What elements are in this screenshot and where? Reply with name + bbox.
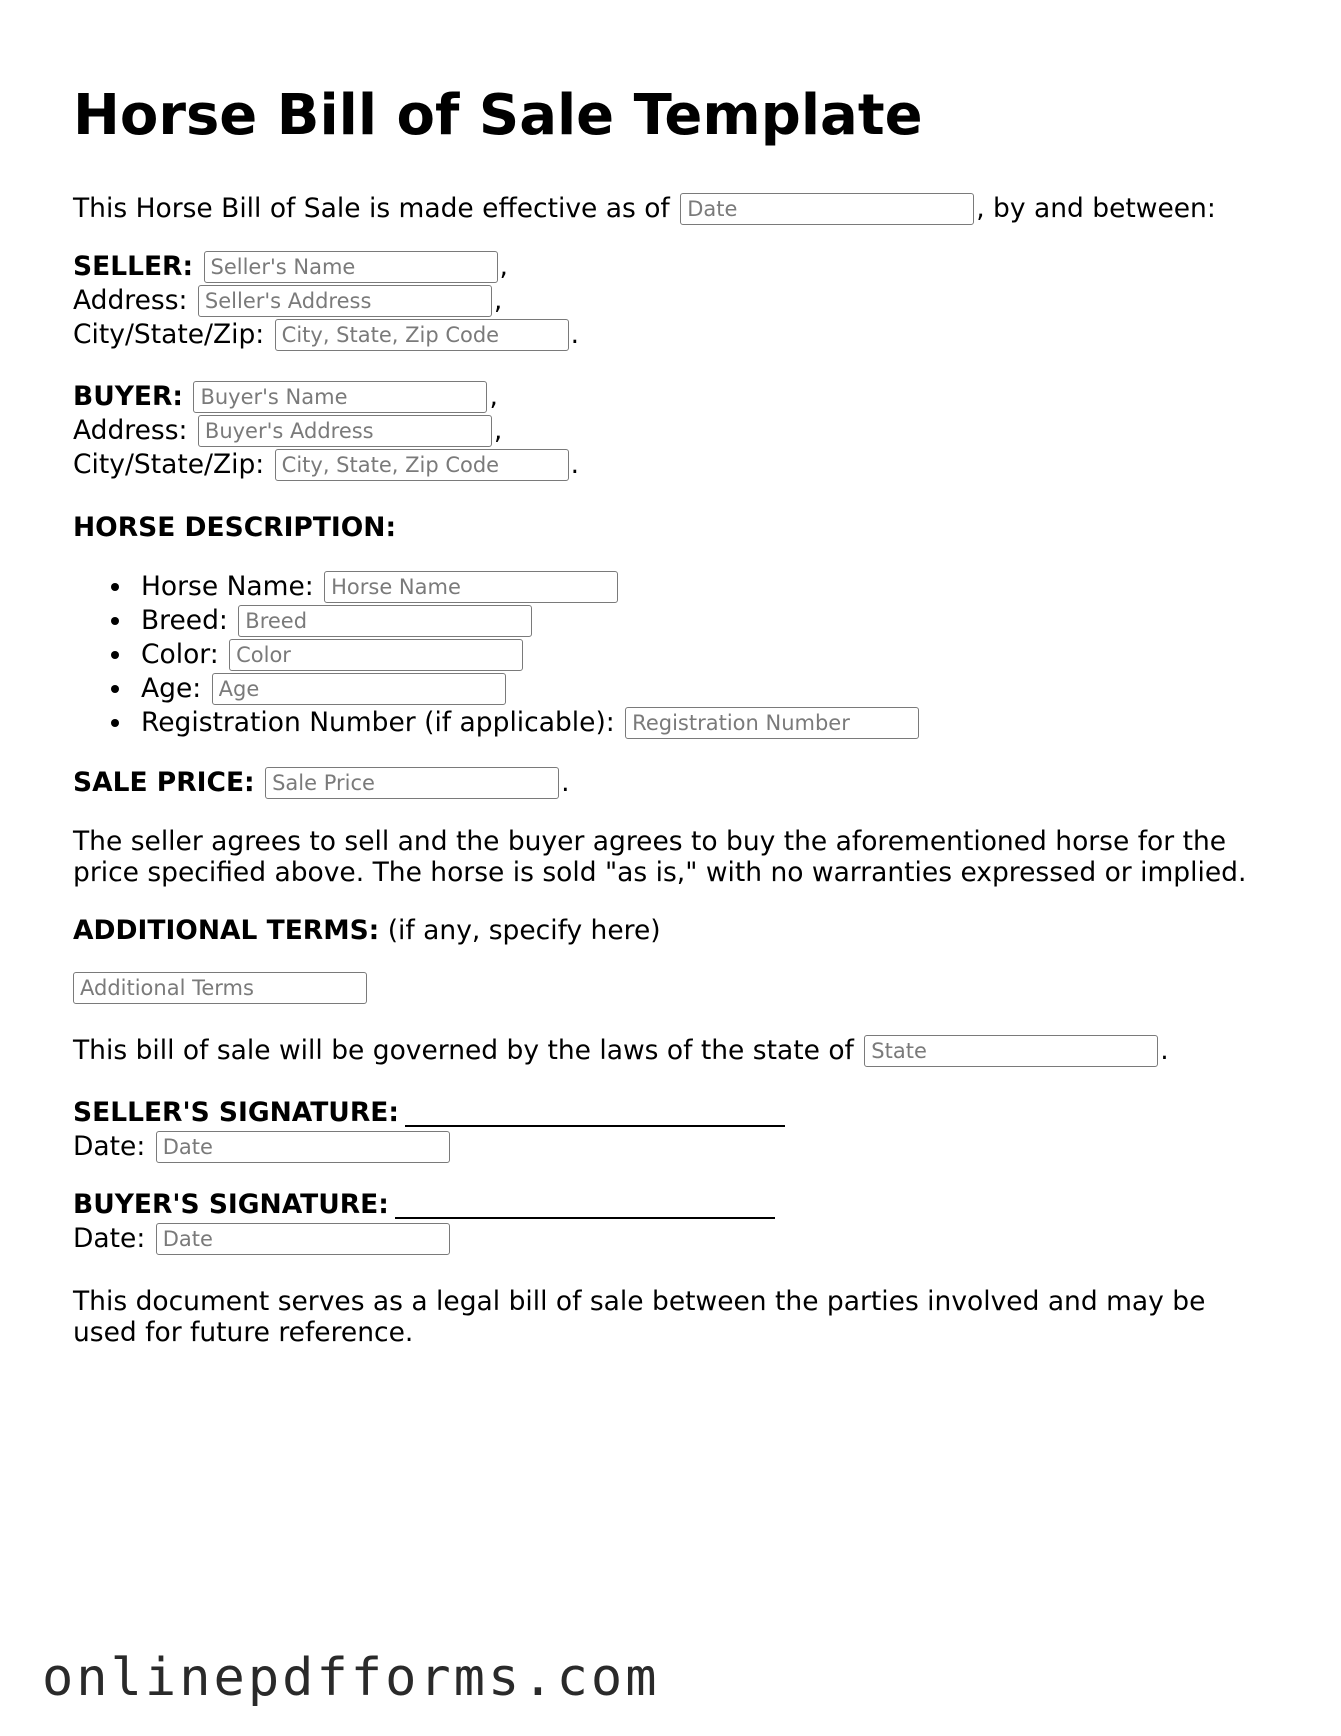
closing-paragraph: This document serves as a legal bill of sale between the parties involved and may be used for future reference. xyxy=(73,1286,1206,1348)
buyer-name-comma: , xyxy=(489,381,498,412)
seller-date-line xyxy=(73,1130,452,1164)
registration-number-input[interactable] xyxy=(625,707,919,739)
watermark: onlinepdfforms.com xyxy=(42,1648,660,1708)
list-item xyxy=(73,570,620,604)
bullet-icon xyxy=(111,685,119,693)
seller-name-comma: , xyxy=(499,251,508,282)
seller-signature-label: SELLER'S SIGNATURE: xyxy=(73,1097,399,1128)
buyer-date-line xyxy=(73,1222,452,1256)
buyer-city-period: . xyxy=(570,449,580,480)
seller-city-label: City/State/Zip: xyxy=(73,319,265,350)
intro-line xyxy=(73,192,1216,226)
buyer-city-line xyxy=(73,448,579,482)
sale-price-label: SALE PRICE: xyxy=(73,767,255,798)
seller-address-label: Address: xyxy=(73,285,188,316)
page-title: Horse Bill of Sale Template xyxy=(73,83,923,148)
seller-address-input[interactable] xyxy=(198,285,492,317)
additional-terms-input[interactable] xyxy=(73,972,367,1004)
seller-signature-line xyxy=(73,1096,785,1130)
list-item xyxy=(73,604,534,638)
breed-input[interactable] xyxy=(238,605,532,637)
horse-description-heading xyxy=(73,511,396,545)
list-item xyxy=(73,706,921,740)
bullet-icon xyxy=(111,583,119,591)
governing-law-text: This bill of sale will be governed by the laws of the state of xyxy=(73,1035,854,1066)
bullet-icon xyxy=(111,719,119,727)
additional-terms-heading xyxy=(73,914,661,948)
buyer-name-input[interactable] xyxy=(193,381,487,413)
buyer-city-label: City/State/Zip: xyxy=(73,449,265,480)
color-input[interactable] xyxy=(229,639,523,671)
intro-suffix: , by and between: xyxy=(976,193,1216,224)
horse-name-label: Horse Name: xyxy=(141,571,314,602)
registration-number-label: Registration Number (if applicable): xyxy=(141,707,615,738)
bullet-icon xyxy=(111,651,119,659)
buyer-signature-field[interactable] xyxy=(395,1191,775,1219)
seller-city-input[interactable] xyxy=(275,319,569,351)
seller-date-label: Date: xyxy=(73,1131,146,1162)
buyer-city-input[interactable] xyxy=(275,449,569,481)
seller-address-line xyxy=(73,284,502,318)
agreement-paragraph: The seller agrees to sell and the buyer agrees to buy the aforementioned horse for the price specified above. The horse is sold "as is," with no warranties expressed or implied. xyxy=(73,826,1247,888)
seller-signature-field[interactable] xyxy=(405,1099,785,1127)
additional-terms-line xyxy=(73,972,369,1004)
seller-date-input[interactable] xyxy=(156,1131,450,1163)
buyer-name-line xyxy=(73,380,498,414)
buyer-address-line xyxy=(73,414,502,448)
list-item xyxy=(73,672,508,706)
horse-name-input[interactable] xyxy=(324,571,618,603)
seller-name-line xyxy=(73,250,508,284)
buyer-date-input[interactable] xyxy=(156,1223,450,1255)
horse-description-heading-text: HORSE DESCRIPTION: xyxy=(73,512,397,543)
buyer-signature-label: BUYER'S SIGNATURE: xyxy=(73,1189,389,1220)
governing-law-period: . xyxy=(1160,1035,1169,1066)
seller-address-comma: , xyxy=(493,285,503,316)
state-input[interactable] xyxy=(864,1035,1158,1067)
buyer-date-label: Date: xyxy=(73,1223,146,1254)
seller-city-period: . xyxy=(570,319,580,350)
intro-text: This Horse Bill of Sale is made effective as of xyxy=(73,193,670,224)
age-input[interactable] xyxy=(212,673,506,705)
buyer-signature-line xyxy=(73,1188,775,1222)
breed-label: Breed: xyxy=(141,605,228,636)
list-item xyxy=(73,638,525,672)
sale-price-line xyxy=(73,766,570,800)
buyer-address-input[interactable] xyxy=(198,415,492,447)
buyer-address-comma: , xyxy=(493,415,503,446)
bullet-icon xyxy=(111,617,119,625)
seller-name-input[interactable] xyxy=(204,251,498,283)
effective-date-input[interactable] xyxy=(680,193,974,225)
seller-label: SELLER: xyxy=(73,251,194,282)
sale-price-period: . xyxy=(561,767,570,798)
buyer-label: BUYER: xyxy=(73,381,184,412)
age-label: Age: xyxy=(141,673,202,704)
sale-price-input[interactable] xyxy=(265,767,559,799)
governing-law-line xyxy=(73,1034,1169,1068)
color-label: Color: xyxy=(141,639,219,670)
seller-city-line xyxy=(73,318,579,352)
buyer-address-label: Address: xyxy=(73,415,188,446)
additional-terms-note: (if any, specify here) xyxy=(387,915,661,946)
additional-terms-label: ADDITIONAL TERMS: xyxy=(73,915,380,946)
